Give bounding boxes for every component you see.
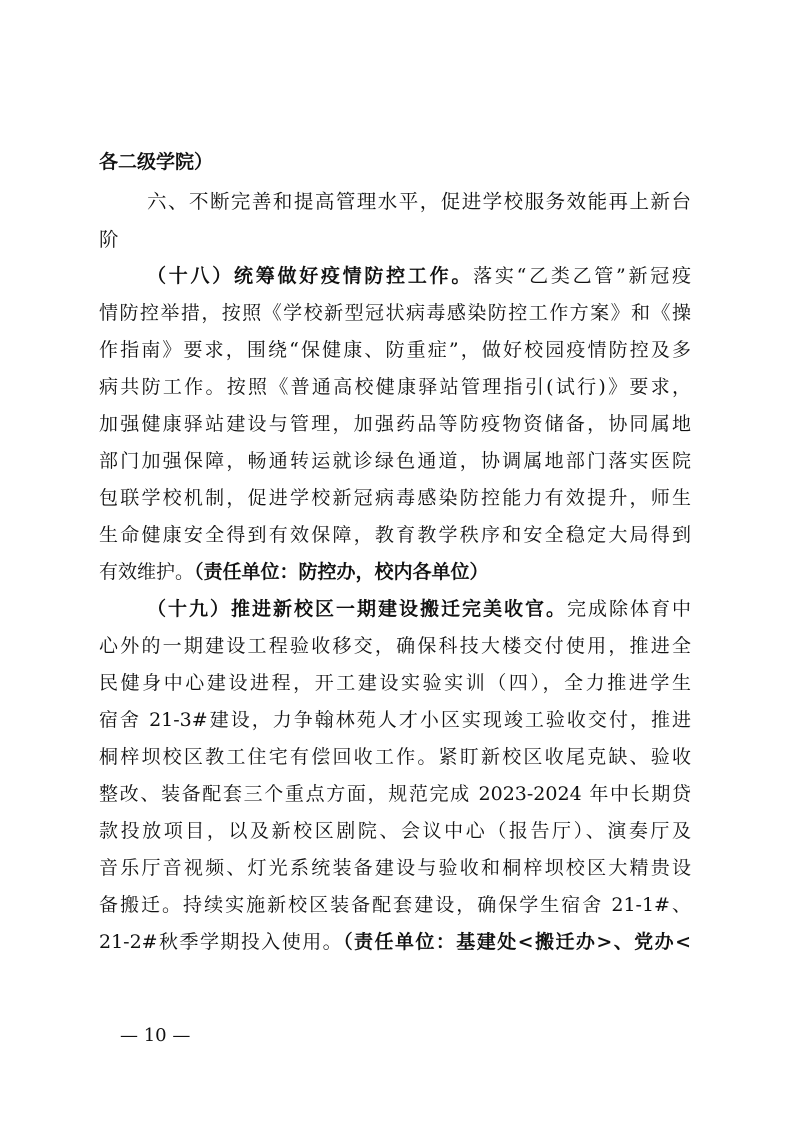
- responsibility-note: （责任单位：基建处<搬迁办>、党办<: [343, 931, 691, 953]
- paragraph-line: [99, 893, 691, 919]
- section-heading: [147, 190, 691, 216]
- paragraph-line: [99, 375, 691, 401]
- text-fragment: 整改、装备配套三个重点方面，规范完成 2023-2024 年中长期贷: [99, 783, 691, 805]
- text-fragment: 加强健康驿站建设与管理，加强药品等防疫物资储备，协同属地: [99, 413, 691, 435]
- text-fragment: 完成除体育中: [566, 598, 691, 620]
- paragraph-line: [99, 782, 691, 808]
- paragraph-line: [99, 301, 691, 327]
- text-fragment: 宿舍 21-3#建设，力争翰林苑人才小区实现竣工验收交付，推进: [99, 709, 691, 731]
- text-fragment: 病共防工作。按照《普通高校健康驿站管理指引(试行)》要求，: [99, 376, 691, 398]
- section-heading-cont: [99, 228, 691, 254]
- paragraph-line: [99, 338, 691, 364]
- text-fragment: 情防控举措，按照《学校新型冠状病毒感染防控工作方案》和《操: [99, 302, 691, 324]
- paragraph-line: [99, 671, 691, 697]
- paragraph-line: [99, 819, 691, 845]
- text-fragment: 音乐厅音视频、灯光系统装备建设与验收和桐梓坝校区大精贵设: [99, 857, 691, 879]
- item-heading: （十八）统筹做好疫情防控工作。: [147, 265, 474, 287]
- text-fragment: 部门加强保障，畅通转运就诊绿色通道，协调属地部门落实医院: [99, 450, 691, 472]
- text-fragment: 有效维护。: [99, 561, 195, 583]
- paragraph-line: [99, 856, 691, 882]
- heading-text: 六、不断完善和提高管理水平，促进学校服务效能再上新台: [147, 190, 691, 213]
- paragraph-line: [99, 560, 691, 586]
- text-fragment: 备搬迁。持续实施新校区装备配套建设，确保学生宿舍 21-1#、: [99, 894, 691, 916]
- text-line: [99, 150, 691, 176]
- text-fragment: 心外的一期建设工程验收移交，确保科技大楼交付使用，推进全: [99, 635, 691, 657]
- text-fragment: 民健身中心建设进程，开工建设实验实训（四），全力推进学生: [99, 672, 691, 694]
- text-fragment: 21-2#秋季学期投入使用。: [99, 931, 344, 953]
- paragraph-line: [99, 523, 691, 549]
- paragraph-line: [99, 486, 691, 512]
- paragraph-line: [99, 449, 691, 475]
- paragraph-line: [99, 634, 691, 660]
- responsibility-note: （责任单位：防控办，校内各单位）: [194, 561, 489, 583]
- item-heading: （十九）推进新校区一期建设搬迁完美收官。: [147, 598, 567, 620]
- paragraph-line: [147, 264, 691, 290]
- paragraph-line: [99, 708, 691, 734]
- paragraph-line: [99, 745, 691, 771]
- heading-text: 阶: [99, 228, 119, 251]
- paragraph-line: [99, 412, 691, 438]
- text-fragment: 款投放项目，以及新校区剧院、会议中心（报告厅）、演奏厅及: [99, 820, 691, 842]
- page-number: — 10 —: [120, 1025, 191, 1046]
- text-fragment: 作指南》要求，围绕“保健康、防重症”，做好校园疫情防控及多: [99, 339, 691, 361]
- text-fragment: 包联学校机制，促进学校新冠病毒感染防控能力有效提升，师生: [99, 487, 691, 509]
- paragraph-line: [147, 597, 691, 623]
- text-fragment: 各二级学院）: [99, 151, 214, 173]
- paragraph-line: [99, 930, 691, 956]
- text-fragment: 落实“乙类乙管”新冠疫: [473, 265, 691, 287]
- text-fragment: 桐梓坝校区教工住宅有偿回收工作。紧盯新校区收尾克缺、验收: [99, 746, 691, 768]
- text-fragment: 生命健康安全得到有效保障，教育教学秩序和安全稳定大局得到: [99, 524, 691, 546]
